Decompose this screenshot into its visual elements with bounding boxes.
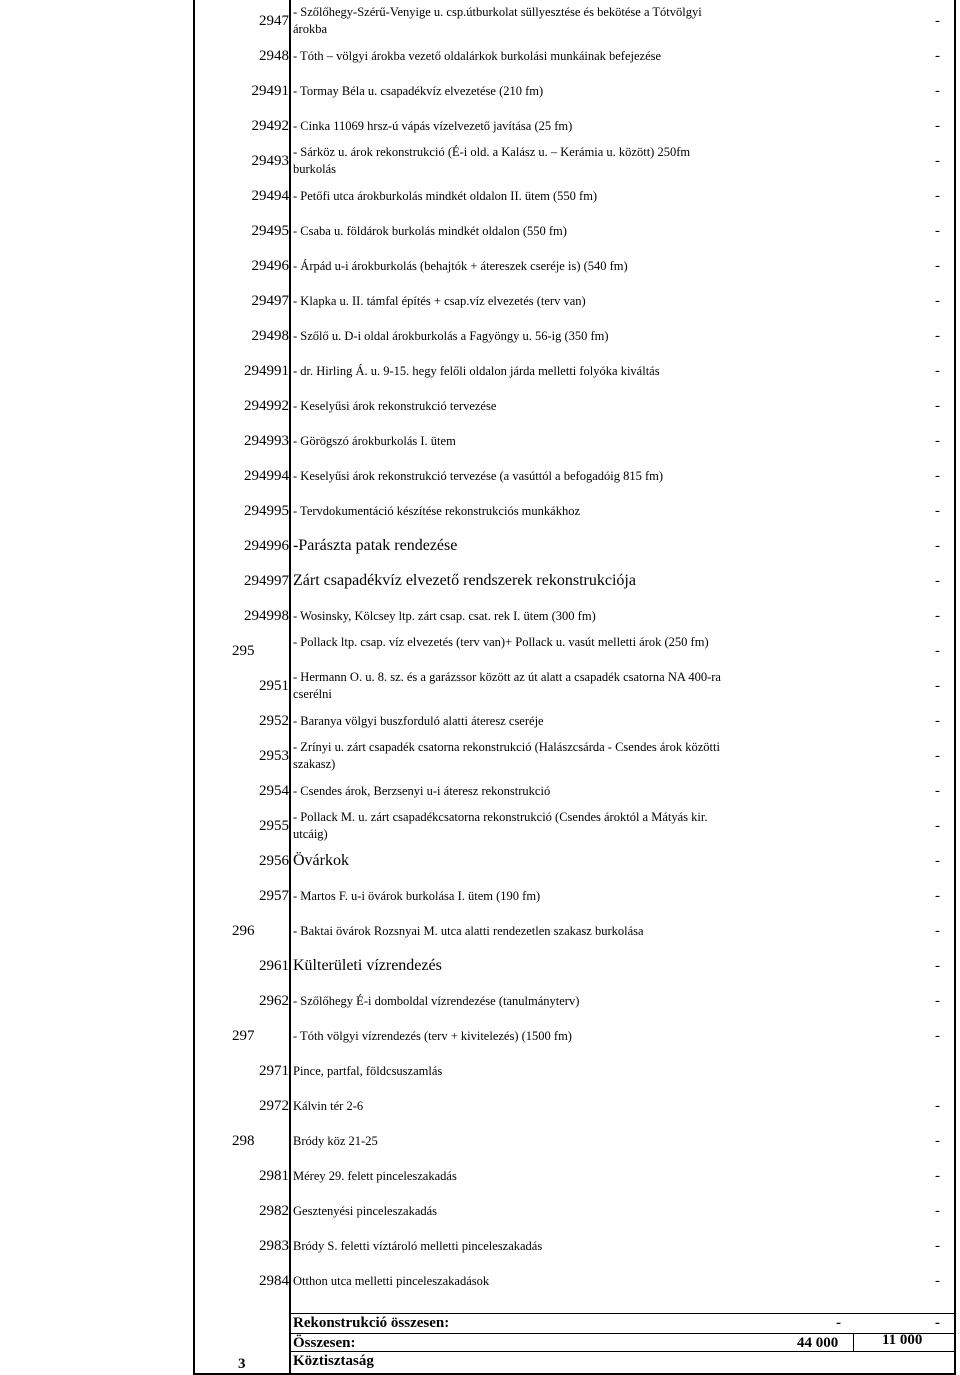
row-description: - Klapka u. II. támfal építés + csap.víz elvezetés (terv van) [293,294,586,308]
row-value: - [935,363,940,379]
footer-value-divider [853,1333,854,1351]
table-row [0,424,960,459]
row-value: - [935,643,940,659]
row-value: - [935,328,940,344]
row-value: - [935,433,940,449]
row-code: 29491 [251,83,289,99]
row-value: - [935,503,940,519]
row-code: 2984 [259,1273,289,1289]
row-description: - Pollack ltp. csap. víz elvezetés (terv van)+ Pollack u. vasút melletti árok (250 fm) [293,635,709,649]
section-label: Köztisztaság [293,1353,374,1369]
row-description: - Szőlőhegy É-i domboldal vízrendezése (tanulmányterv) [293,994,580,1008]
row-description: - Csaba u. földárok burkolás mindkét oldalon (550 fm) [293,224,567,238]
row-description: - Hermann O. u. 8. sz. és a garázssor között az út alatt a csapadék csatorna NA 400-ra cserélni [293,670,721,701]
row-description: - Szőlőhegy-Szérű-Venyige u. csp.útburkolat süllyesztése és bekötése a Tótvölgyi árokba [293,5,702,36]
row-description: - Sárköz u. árok rekonstrukció (É-i old. a Kalász u. – Kerámia u. között) 250fm burkolás [293,145,691,176]
row-value: - [935,153,940,169]
row-description: - Cinka 11069 hrsz-ú vápás vízelvezető javítása (25 fm) [293,119,573,133]
rekonstrukcio-value-1: - [836,1315,841,1331]
row-value: - [935,1028,940,1044]
row-description: - Tóth – völgyi árokba vezető oldalárkok burkolási munkáinak befejezése [293,49,662,63]
table-row [0,669,960,704]
row-code: 29493 [251,153,289,169]
row-description: Pince, partfal, földcsuszamlás [293,1064,443,1078]
row-code: 297 [232,1028,255,1044]
table-row [0,949,960,984]
row-code: 29496 [251,258,289,274]
table-row [0,1054,960,1089]
row-code: 295 [232,643,255,659]
row-description: - Baranya völgyi buszforduló alatti áteresz cseréje [293,714,544,728]
table-row [0,144,960,179]
row-code: 29492 [251,118,289,134]
osszesen-value-2: 11 000 [882,1332,923,1348]
footer-line [289,1333,954,1334]
row-code: 294994 [244,468,289,484]
row-code: 2971 [259,1063,289,1079]
row-code: 2982 [259,1203,289,1219]
table-row [0,319,960,354]
table-row [0,564,960,599]
table-row [0,39,960,74]
row-value: - [935,258,940,274]
row-value: - [935,1273,940,1289]
row-code: 294991 [244,363,289,379]
row-code: 2952 [259,713,289,729]
table-row [0,389,960,424]
row-value: - [935,993,940,1009]
row-description: - Árpád u-i árokburkolás (behajtók + átereszek cseréje is) (540 fm) [293,259,628,273]
table-row [0,1229,960,1264]
row-description: Mérey 29. felett pinceleszakadás [293,1169,457,1183]
row-description: - Petőfi utca árokburkolás mindkét oldalon II. ütem (550 fm) [293,189,598,203]
table-row [0,879,960,914]
row-description: - dr. Hirling Á. u. 9-15. hegy felőli oldalon járda melletti folyóka kiváltás [293,364,660,378]
row-description: Bródy S. feletti víztároló melletti pinceleszakadás [293,1239,543,1253]
row-code: 2948 [259,48,289,64]
row-code: 296 [232,923,255,939]
table-row [0,774,960,809]
row-value: - [935,923,940,939]
row-value: - [935,818,940,834]
row-description: - Szőlő u. D-i oldal árokburkolás a Fagyöngy u. 56-ig (350 fm) [293,329,609,343]
row-code: 2953 [259,748,289,764]
table-row [0,634,960,669]
table-row [0,984,960,1019]
table-row [0,1194,960,1229]
row-code: 294993 [244,433,289,449]
row-code: 2981 [259,1168,289,1184]
row-description: Külterületi vízrendezés [293,957,442,974]
table-row [0,459,960,494]
row-code: 2962 [259,993,289,1009]
row-description: Gesztenyési pinceleszakadás [293,1204,438,1218]
row-value: - [935,783,940,799]
row-code: 294992 [244,398,289,414]
row-value: - [935,1203,940,1219]
footer-line [289,1351,954,1352]
row-value: - [935,888,940,904]
row-description: Otthon utca melletti pinceleszakadások [293,1274,490,1288]
row-code: 2951 [259,678,289,694]
row-description: - Zrínyi u. zárt csapadék csatorna rekonstrukció (Halászcsárda - Csendes árok közötti szakasz) [293,740,720,771]
row-value: - [935,1238,940,1254]
table-row [0,249,960,284]
row-description: - Görögszó árokburkolás I. ütem [293,434,456,448]
row-code: 29494 [251,188,289,204]
row-description: - Wosinsky, Kölcsey ltp. zárt csap. csat. rek I. ütem (300 fm) [293,609,596,623]
row-description: - Keselyűsi árok rekonstrukció tervezése [293,399,497,413]
row-value: - [935,188,940,204]
row-value: - [935,748,940,764]
row-description: - Pollack M. u. zárt csapadékcsatorna rekonstrukció (Csendes ároktól a Mátyás kir. utcáig) [293,810,708,841]
row-value: - [935,573,940,589]
table-row [0,109,960,144]
table-row [0,739,960,774]
row-value: - [935,118,940,134]
table-row [0,4,960,39]
row-description: - Csendes árok, Berzsenyi u-i áteresz rekonstrukció [293,784,551,798]
row-value: - [935,13,940,29]
row-description: - Martos F. u-i övárok burkolása I. ütem (190 fm) [293,889,541,903]
row-code: 2947 [259,13,289,29]
row-code: 29498 [251,328,289,344]
row-code: 294997 [244,573,289,589]
table-row [0,599,960,634]
rekonstrukcio-osszesen-label: Rekonstrukció összesen: [293,1315,450,1331]
row-value: - [935,608,940,624]
row-code: 294996 [244,538,289,554]
table-row [0,1159,960,1194]
table-row [0,494,960,529]
row-code: 29495 [251,223,289,239]
row-value: - [935,223,940,239]
row-code: 2957 [259,888,289,904]
osszesen-label: Összesen: [293,1335,356,1351]
table-row [0,1124,960,1159]
table-row [0,74,960,109]
row-code: 2972 [259,1098,289,1114]
table-row [0,914,960,949]
row-code: 2956 [259,853,289,869]
row-description: - Baktai övárok Rozsnyai M. utca alatti rendezetlen szakasz burkolása [293,924,644,938]
row-description: - Tóth völgyi vízrendezés (terv + kivitelezés) (1500 fm) [293,1029,572,1043]
row-description: -Parászta patak rendezése [293,537,458,554]
osszesen-value-1: 44 000 [797,1335,839,1351]
table-row [0,1264,960,1299]
row-value: - [935,83,940,99]
section-code: 3 [238,1356,246,1372]
row-value: - [935,1168,940,1184]
row-code: 2961 [259,958,289,974]
row-value: - [935,48,940,64]
table-row [0,354,960,389]
row-value: - [935,538,940,554]
row-code: 294998 [244,608,289,624]
row-value: - [935,1098,940,1114]
row-description: Kálvin tér 2-6 [293,1099,364,1113]
row-value: - [935,293,940,309]
row-value: - [935,398,940,414]
row-value: - [935,853,940,869]
footer-line [289,1313,954,1314]
table-row [0,704,960,739]
table-row [0,1019,960,1054]
table-row [0,1089,960,1124]
table-row [0,844,960,879]
row-value: - [935,468,940,484]
table-row [0,284,960,319]
row-description: Zárt csapadékvíz elvezető rendszerek rekonstrukciója [293,572,636,589]
row-code: 2955 [259,818,289,834]
row-code: 294995 [244,503,289,519]
table-row [0,179,960,214]
table-row [0,214,960,249]
row-value: - [935,958,940,974]
row-value: - [935,1133,940,1149]
row-description: - Keselyűsi árok rekonstrukció tervezése (a vasúttól a befogadóig 815 fm) [293,469,664,483]
row-value: - [935,678,940,694]
row-code: 2983 [259,1238,289,1254]
table-row [0,529,960,564]
rekonstrukcio-value-2: - [935,1315,940,1331]
row-value: - [935,713,940,729]
row-code: 2954 [259,783,289,799]
row-code: 29497 [251,293,289,309]
row-description: - Tormay Béla u. csapadékvíz elvezetése (210 fm) [293,84,544,98]
row-description: - Tervdokumentáció készítése rekonstrukciós munkákhoz [293,504,581,518]
table-row [0,809,960,844]
row-description: Bródy köz 21-25 [293,1134,378,1148]
row-code: 298 [232,1133,255,1149]
row-description: Övárkok [293,852,349,869]
